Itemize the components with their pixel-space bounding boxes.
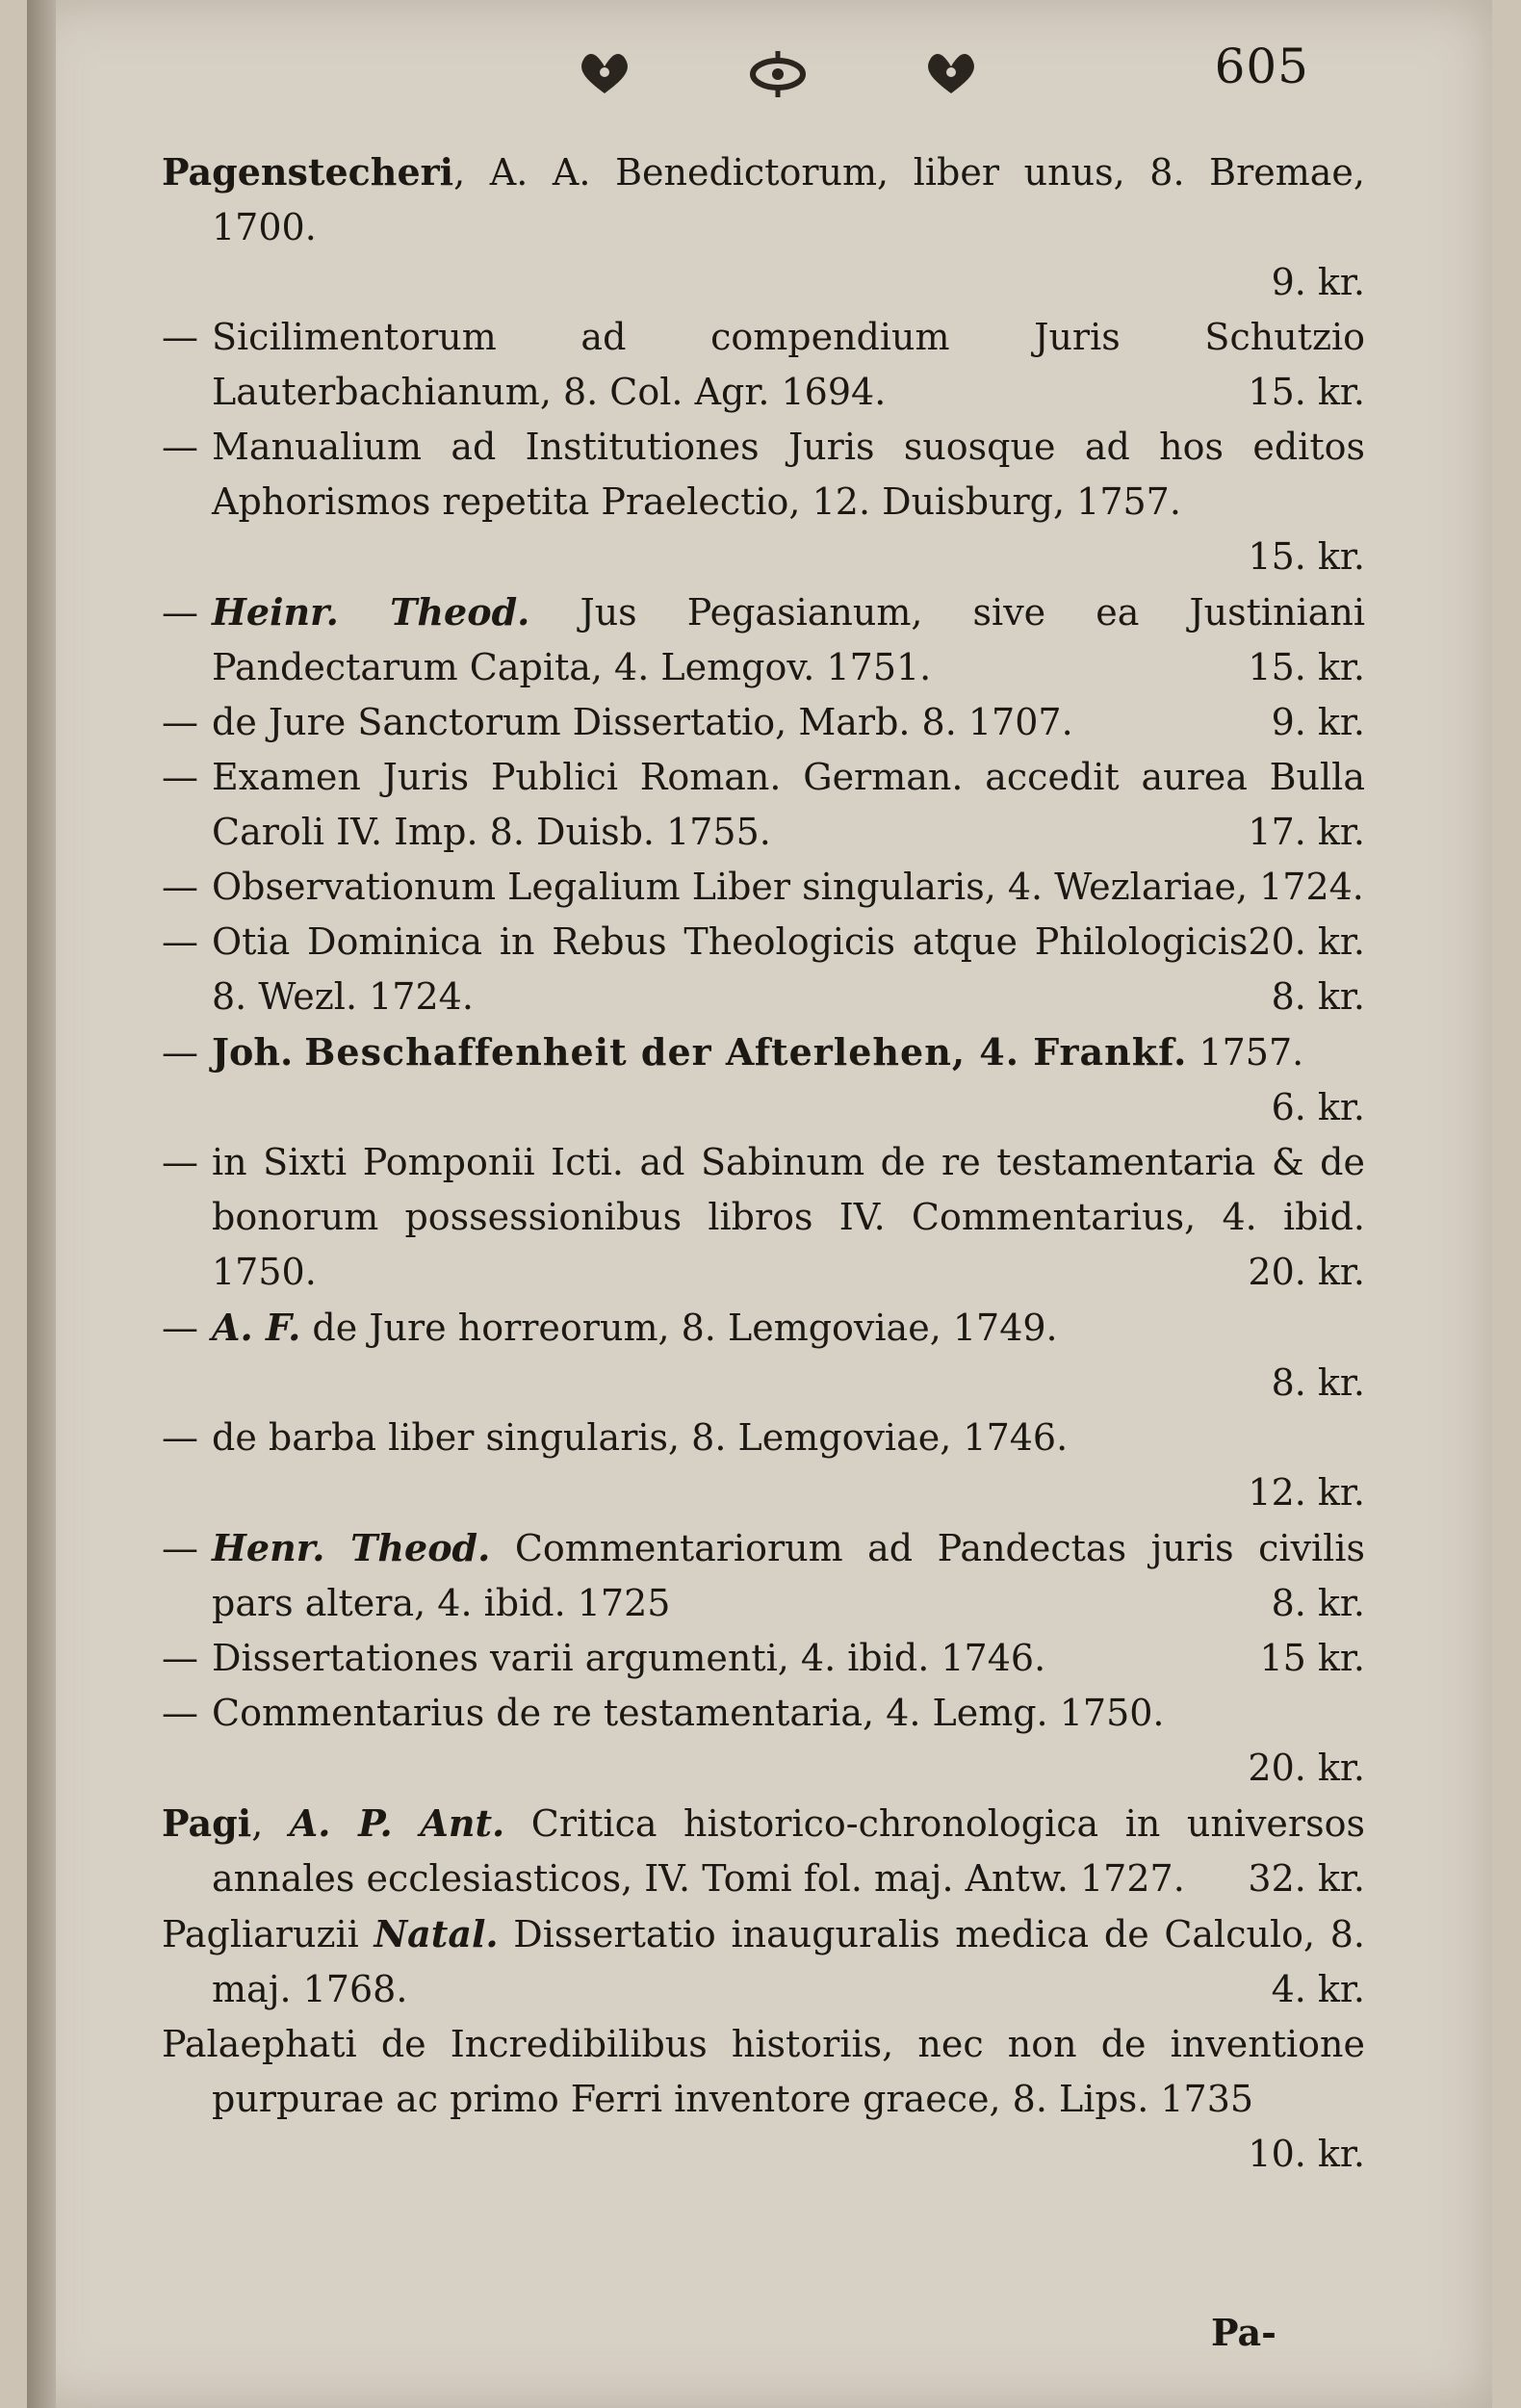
catalog-entry: — Dissertationes varii argumenti, 4. ibid. 1746. 15 kr. — [162, 1631, 1365, 1686]
book-page — [27, 0, 1492, 2408]
fleuron-left-icon — [566, 45, 643, 103]
catalog-entry: — Joh. Beschaffenheit der Afterlehen, 4. Frankf. 1757. 6. kr. — [162, 1024, 1365, 1135]
fleuron-center-icon — [739, 45, 816, 103]
fleuron-right-icon — [913, 45, 990, 103]
catalog-entry: Pagenstecheri, A. A. Benedictorum, liber unus, 8. Bremae, 1700. 9. kr. — [162, 144, 1365, 310]
entry-price: 6. kr. — [1271, 1086, 1365, 1128]
entry-price: 15. kr. — [1248, 535, 1365, 578]
entry-price: 12. kr. — [1248, 1471, 1365, 1514]
entry-price: 8. kr. — [1271, 975, 1365, 1018]
catalog-entry: — de barba liber singularis, 8. Lemgoviae, 1746. 12. kr. — [162, 1411, 1365, 1520]
page-gutter — [27, 0, 56, 2408]
catalog-entry: — A. F. de Jure horreorum, 8. Lemgoviae, 1749. 8. kr. — [162, 1300, 1365, 1411]
entry-price: 10. kr. — [1248, 2133, 1365, 2175]
page-number: 605 — [1214, 39, 1309, 94]
entry-price: 4. kr. — [1271, 1968, 1365, 2010]
entry-price: 20. kr. — [1248, 920, 1365, 963]
catalog-entry: — Otia Dominica in Rebus Theologicis atque Philologicis 8. Wezl. 1724. 8. kr. — [162, 915, 1365, 1024]
catalog-entry: — Henr. Theod. Commentariorum ad Pandectas juris civilis pars altera, 4. ibid. 1725 8. kr. — [162, 1520, 1365, 1631]
catalog-entry: — Examen Juris Publici Roman. German. accedit aurea Bulla Caroli IV. Imp. 8. Duisb. 1755. 17. kr. — [162, 750, 1365, 860]
catalog-entry: — Heinr. Theod. Jus Pegasianum, sive ea Justiniani Pandectarum Capita, 4. Lemgov. 1751. 15. kr. — [162, 584, 1365, 695]
catalog-entry: — Manualium ad Institutiones Juris suosque ad hos editos Aphorismos repetita Praelectio, 12. Duisburg, 1757. 15. kr. — [162, 420, 1365, 584]
entry-price: 8. kr. — [1271, 1582, 1365, 1624]
entry-price: 15. kr. — [1248, 371, 1365, 413]
entry-price: 17. kr. — [1248, 811, 1365, 853]
catalog-entry: — Observationum Legalium Liber singularis, 4. Wezlariae, 1724. 20. kr. — [162, 860, 1365, 915]
catchword: Pa- — [1211, 2311, 1276, 2354]
entry-price: 20. kr. — [1248, 1747, 1365, 1789]
entry-price: 32. kr. — [1248, 1857, 1365, 1900]
catalog-entries — [162, 144, 1365, 2182]
catalog-entry: Palaephati de Incredibilibus historiis, nec non de inventione purpurae ac primo Ferri inventore graece, 8. Lips. 1735 10. kr. — [162, 2017, 1365, 2127]
entry-price: 9. kr. — [1271, 261, 1365, 303]
entry-price: 9. kr. — [1271, 701, 1365, 743]
entry-price: 15. kr. — [1248, 646, 1365, 688]
entry-price: 8. kr. — [1271, 1361, 1365, 1404]
entry-price: 20. kr. — [1248, 1251, 1365, 1293]
catalog-entry: — de Jure Sanctorum Dissertatio, Marb. 8. 1707. 9. kr. — [162, 695, 1365, 750]
catalog-entry: Pagi, A. P. Ant. Critica historico-chronologica in universos annales ecclesiasticos, IV. Tomi fol. maj. Antw. 1727. 32. kr. — [162, 1796, 1365, 1906]
catalog-entry: — Commentarius de re testamentaria, 4. Lemg. 1750. 20. kr. — [162, 1686, 1365, 1796]
entry-price: 15 kr. — [1259, 1637, 1365, 1679]
catalog-entry: Pagliaruzii Natal. Dissertatio inauguralis medica de Calculo, 8. maj. 1768. 4. kr. — [162, 1906, 1365, 2017]
catalog-entry: — Sicilimentorum ad compendium Juris Schutzio Lauterbachianum, 8. Col. Agr. 1694. 15. kr. — [162, 310, 1365, 420]
catalog-entry: — in Sixti Pomponii Icti. ad Sabinum de re testamentaria & de bonorum possessionibus libros IV. Commentarius, 4. ibid. 1750. 20. kr. — [162, 1135, 1365, 1300]
header-ornaments — [566, 40, 990, 108]
